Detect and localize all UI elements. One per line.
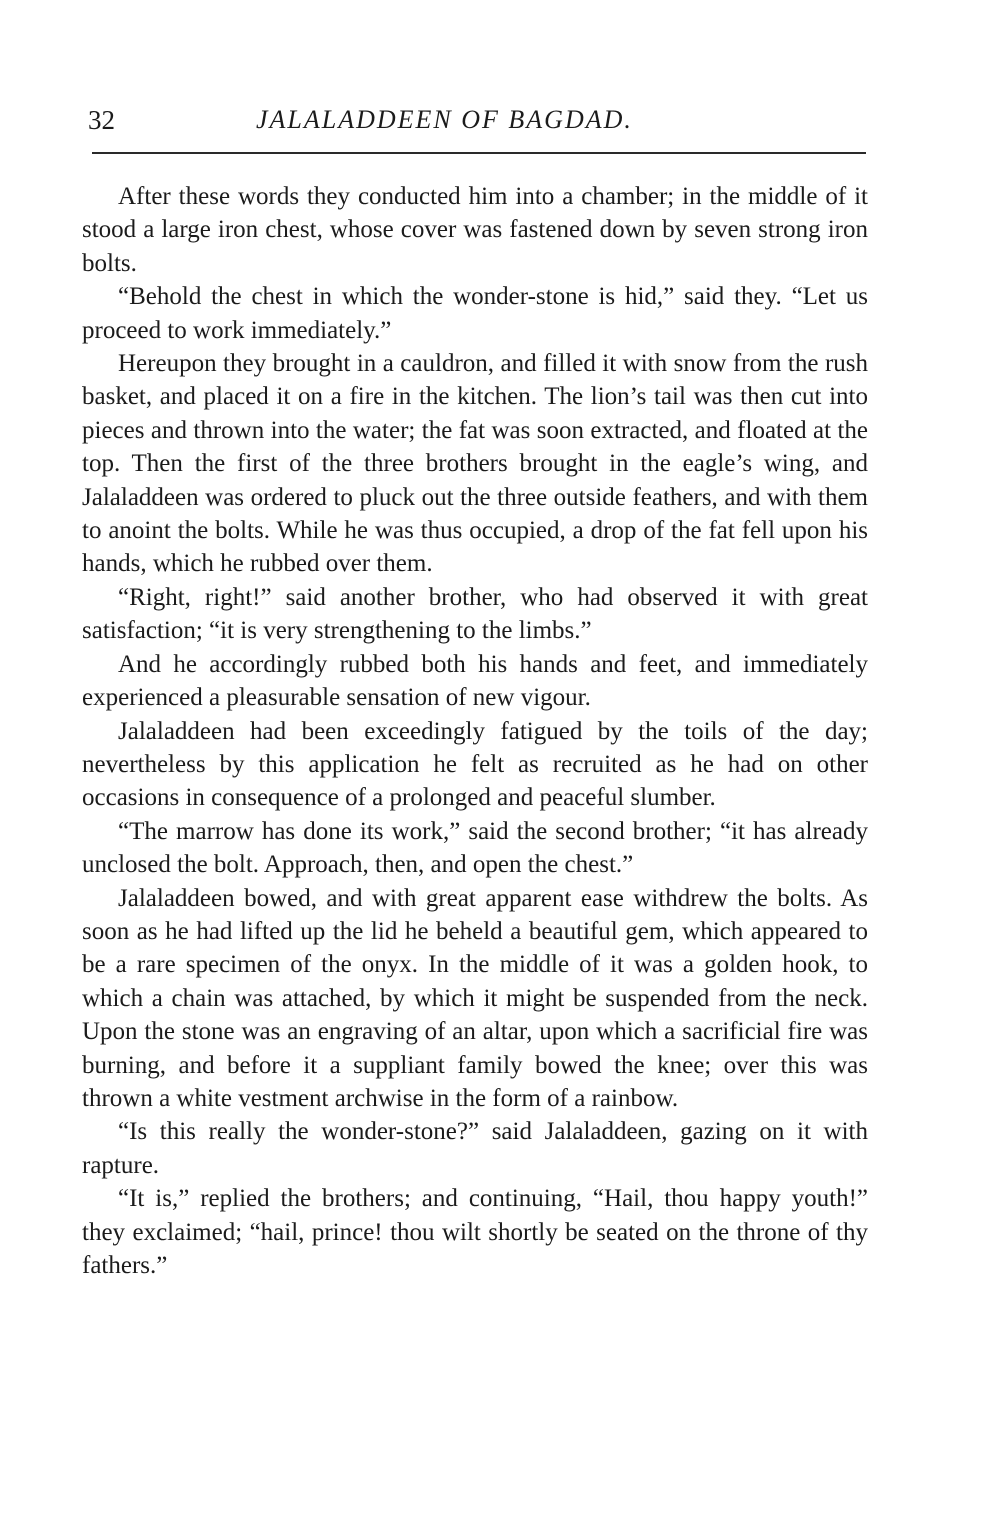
paragraph: “It is,” replied the brothers; and continuing, “Hail, thou happy youth!” they exclaimed; “hail, prince! thou wilt shortly be seated on the throne of thy fathers.” [82, 1185, 868, 1279]
paragraph: And he accordingly rubbed both his hands and feet, and immediately experienced a pleasurable sensation of new vigour. [82, 650, 868, 712]
body-text [82, 180, 868, 1282]
page-header [88, 104, 868, 144]
paragraph: “Is this really the wonder-stone?” said Jalaladdeen, gazing on it with rapture. [82, 1118, 868, 1179]
paragraph: Hereupon they brought in a cauldron, and filled it with snow from the rush basket, and placed it on a fire in the kitchen. The lion’s tail was then cut into pieces and thrown into the water; the fat was soon extracted, and floated at the top. Then the first of the three brothers brought in the eagle’s wing, and Jalaladdeen was ordered to pluck out the three outside feathers, and with them to anoint the bolts. While he was thus occupied, a drop of the fat fell upon his hands, which he rubbed over them. [82, 350, 868, 578]
paragraph: “The marrow has done its work,” said the second brother; “it has already unclosed the bolt. Approach, then, and open the chest.” [82, 817, 868, 879]
running-title: JALALADDEEN OF BAGDAD. [256, 105, 633, 134]
paragraph: Jalaladdeen bowed, and with great apparent ease withdrew the bolts. As soon as he had lifted up the lid he beheld a beautiful gem, which appeared to be a rare specimen of the onyx. In the middle of it was a golden hook, to which a chain was attached, by which it might be suspended from the neck. Upon the stone was an engraving of an altar, upon which a sacrificial fire was burning, and before it a suppliant family bowed the knee; over this was thrown a white vestment archwise in the form of a rainbow. [82, 884, 868, 1112]
paragraph: Jalaladdeen had been exceedingly fatigued by the toils of the day; nevertheless by this application he felt as recruited as he had on other occasions in consequence of a prolonged and peaceful slumber. [82, 717, 868, 812]
paragraph: “Behold the chest in which the wonder-stone is hid,” said they. “Let us proceed to work immediately.” [82, 283, 868, 344]
page-number: 32 [88, 105, 115, 135]
paragraph: After these words they conducted him into a chamber; in the middle of it stood a large iron chest, whose cover was fastened down by seven strong iron bolts. [82, 183, 868, 277]
paragraph: “Right, right!” said another brother, who had observed it with great satisfaction; “it is very strengthening to the limbs.” [82, 583, 868, 645]
header-rule [92, 152, 866, 154]
